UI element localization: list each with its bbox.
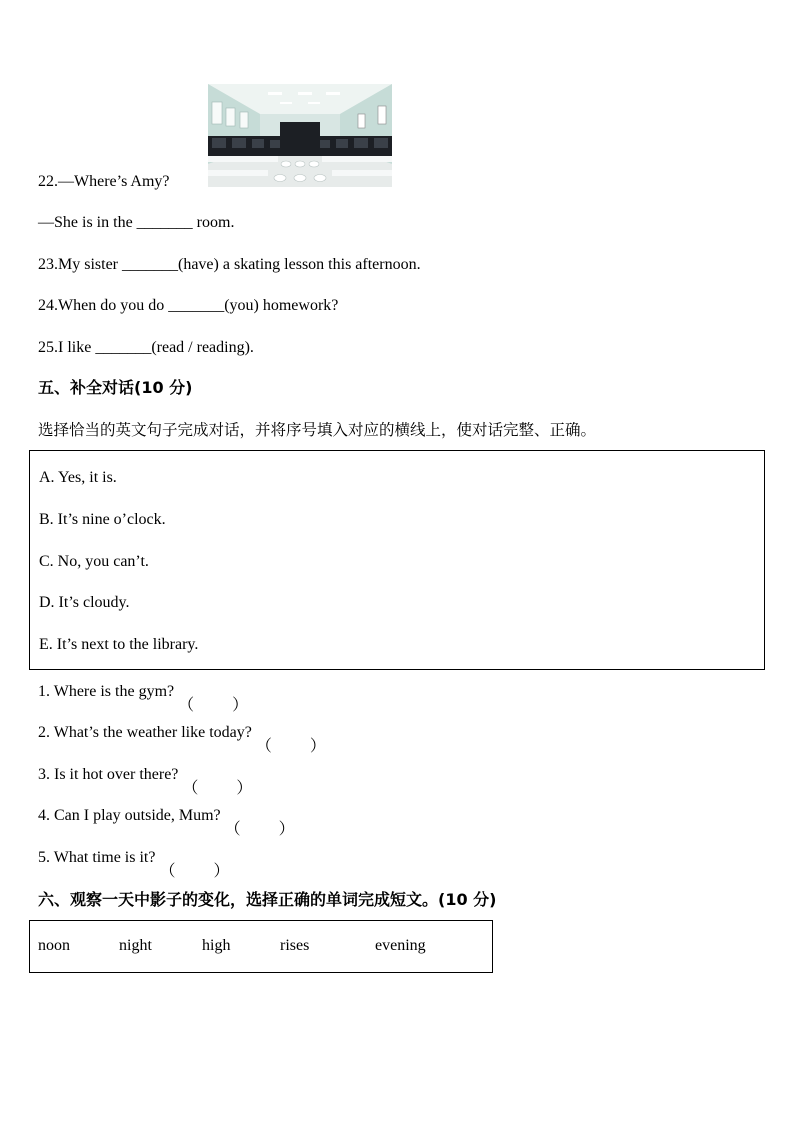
dialogue-question-5: 5. What time is it? （ ） [38, 849, 230, 880]
question-22: 22.—Where’s Amy? [38, 173, 170, 190]
dialogue-question-4-text: 4. Can I play outside, Mum? [38, 807, 221, 824]
word-bank-item: evening [375, 937, 426, 954]
option-c: C. No, you can’t. [39, 553, 149, 570]
word-bank-item: noon [38, 937, 70, 954]
dialogue-question-4: 4. Can I play outside, Mum? （ ） [38, 807, 295, 838]
option-e: E. It’s next to the library. [39, 636, 199, 653]
question-23: 23.My sister _______(have) a skating lesson this afternoon. [38, 256, 421, 273]
dialogue-question-5-text: 5. What time is it? [38, 849, 156, 866]
computer-room-photo [208, 84, 392, 187]
question-24: 24.When do you do _______(you) homework? [38, 297, 339, 314]
answer-options-box [29, 450, 765, 670]
dialogue-question-1: 1. Where is the gym? （ ） [38, 683, 249, 714]
word-bank-box [29, 920, 493, 973]
word-bank-item: night [119, 937, 152, 954]
computer-room-illustration [208, 84, 392, 187]
dialogue-question-3: 3. Is it hot over there? （ ） [38, 766, 253, 797]
question-22-answer-line: —She is in the _______ room. [38, 214, 235, 231]
question-25: 25.I like _______(read / reading). [38, 339, 254, 356]
option-a: A. Yes, it is. [39, 469, 117, 486]
dialogue-question-1-text: 1. Where is the gym? [38, 683, 175, 700]
dialogue-question-2: 2. What’s the weather like today? （ ） [38, 724, 326, 755]
word-bank-item: high [202, 937, 231, 954]
word-bank-item: rises [280, 937, 310, 954]
section-6-title: 六、观察一天中影子的变化，选择正确的单词完成短文。(10 分) [38, 890, 497, 909]
option-d: D. It’s cloudy. [39, 594, 130, 611]
section-5-instruction: 选择恰当的英文句子完成对话，并将序号填入对应的横线上，使对话完整、正确。 [38, 421, 597, 439]
dialogue-question-3-text: 3. Is it hot over there? [38, 766, 179, 783]
option-b: B. It’s nine o’clock. [39, 511, 166, 528]
section-5-title: 五、补全对话(10 分) [38, 378, 193, 397]
dialogue-question-2-text: 2. What’s the weather like today? [38, 724, 252, 741]
